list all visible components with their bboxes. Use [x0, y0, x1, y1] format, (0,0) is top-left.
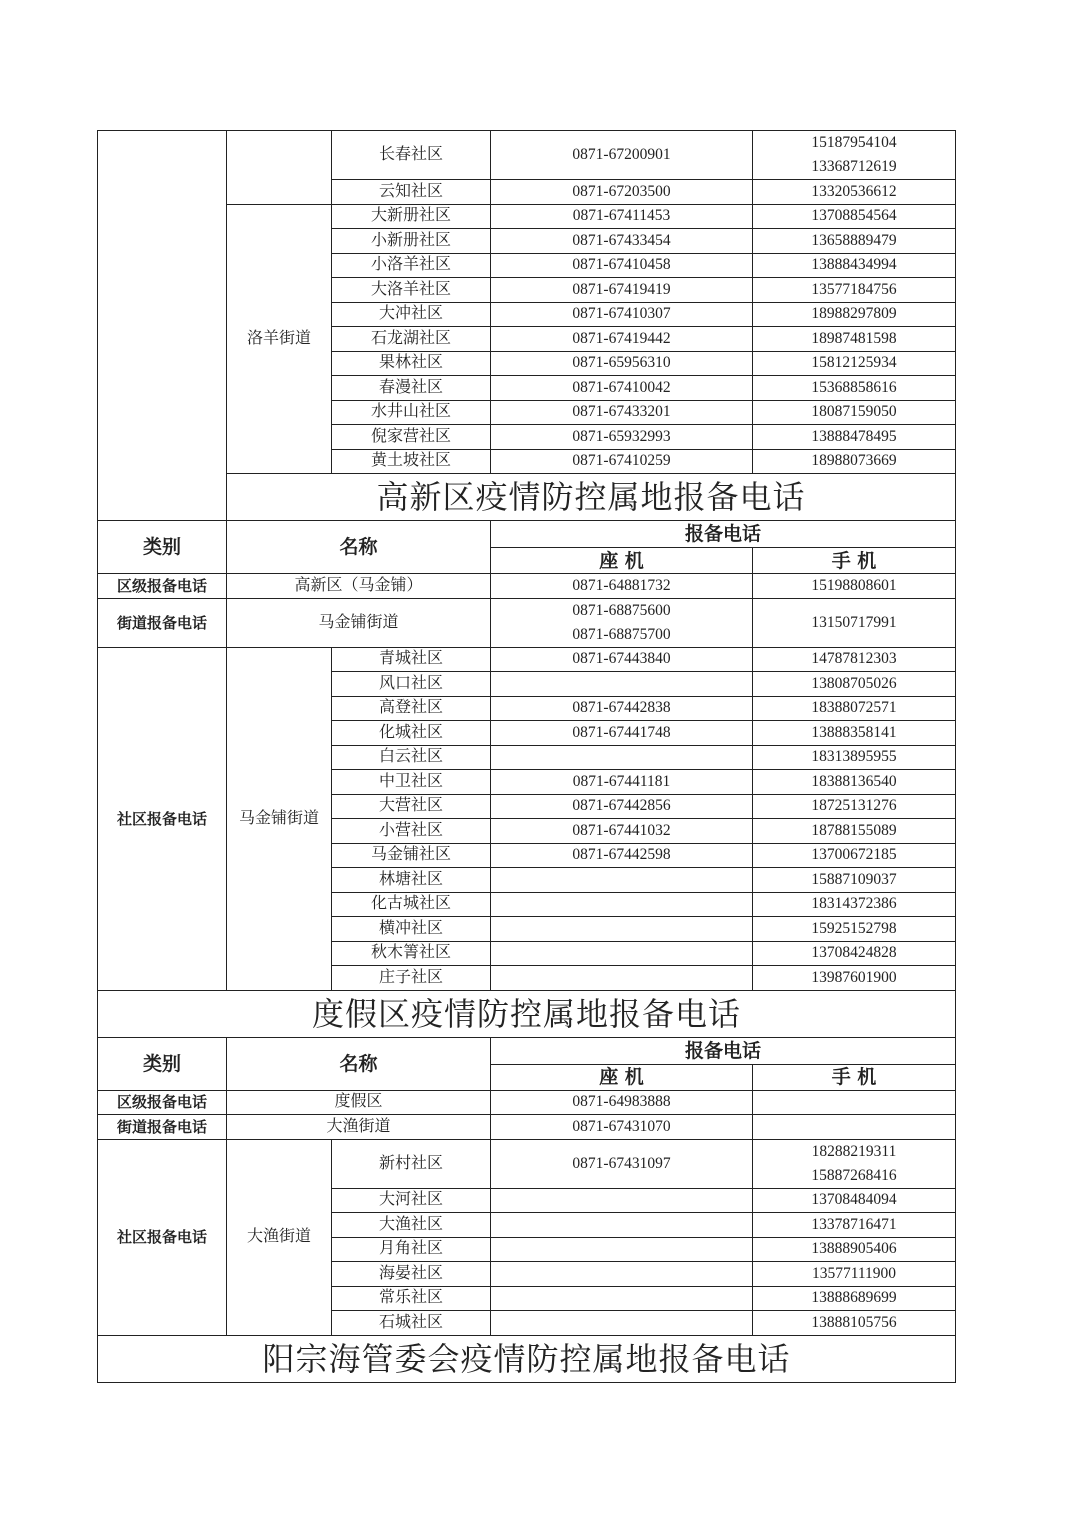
mobile-number: 18388072571 [753, 696, 956, 721]
landline-number: 0871-67431097 [491, 1139, 753, 1188]
community-name: 大冲社区 [332, 302, 491, 327]
district-category: 区级报备电话 [98, 1090, 227, 1115]
mobile-number: 13320536612 [753, 180, 956, 205]
section-title: 度假区疫情防控属地报备电话 [98, 990, 956, 1037]
mobile-number: 13888689699 [753, 1286, 956, 1311]
landline-number: 0871-67410458 [491, 253, 753, 278]
street-name: 大渔街道 [227, 1115, 491, 1140]
category-cell-empty [98, 131, 227, 521]
community-name: 大渔社区 [332, 1213, 491, 1238]
landline-number: 0871-67441181 [491, 770, 753, 795]
landline-number: 0871-67443840 [491, 647, 753, 672]
landline-number [491, 672, 753, 697]
landline-number: 0871-65956310 [491, 351, 753, 376]
landline-number [491, 1262, 753, 1287]
mobile-number: 18313895955 [753, 745, 956, 770]
header-phone: 报备电话 [491, 1037, 956, 1064]
landline-number: 0871-67419442 [491, 327, 753, 352]
community-name: 白云社区 [332, 745, 491, 770]
community-name: 果林社区 [332, 351, 491, 376]
mobile-number: 13708484094 [753, 1188, 956, 1213]
street-name: 洛羊街道 [227, 204, 332, 474]
mobile-number: 18087159050 [753, 400, 956, 425]
landline-number: 0871-67431070 [491, 1115, 753, 1140]
mobile-number: 18288219311 15887268416 [753, 1139, 956, 1188]
mobile-number: 15812125934 [753, 351, 956, 376]
mobile-number: 18788155089 [753, 819, 956, 844]
contact-table [97, 130, 956, 1383]
header-mobile: 手 机 [753, 1064, 956, 1090]
landline-number [491, 1311, 753, 1336]
community-name: 林塘社区 [332, 868, 491, 893]
header-landline: 座 机 [491, 548, 753, 574]
landline-number: 0871-67410307 [491, 302, 753, 327]
street-cell-empty [227, 131, 332, 205]
header-category: 类别 [98, 521, 227, 574]
community-name: 小新册社区 [332, 229, 491, 254]
section-title: 高新区疫情防控属地报备电话 [227, 474, 956, 521]
community-name: 高登社区 [332, 696, 491, 721]
street-name: 大渔街道 [227, 1139, 332, 1335]
landline-number: 0871-67442838 [491, 696, 753, 721]
mobile-number: 13708854564 [753, 204, 956, 229]
landline-number [491, 1188, 753, 1213]
header-mobile: 手 机 [753, 548, 956, 574]
community-name: 新村社区 [332, 1139, 491, 1188]
header-phone: 报备电话 [491, 521, 956, 548]
community-name: 大洛羊社区 [332, 278, 491, 303]
mobile-number: 13888905406 [753, 1237, 956, 1262]
mobile-number: 18725131276 [753, 794, 956, 819]
community-name: 海晏社区 [332, 1262, 491, 1287]
community-name: 春漫社区 [332, 376, 491, 401]
landline-number [491, 745, 753, 770]
community-name: 石龙湖社区 [332, 327, 491, 352]
mobile-number: 13378716471 [753, 1213, 956, 1238]
mobile-number: 18987481598 [753, 327, 956, 352]
mobile-number: 15887109037 [753, 868, 956, 893]
community-category: 社区报备电话 [98, 1139, 227, 1335]
mobile-number: 15198808601 [753, 574, 956, 599]
landline-number: 0871-67419419 [491, 278, 753, 303]
landline-number: 0871-67433201 [491, 400, 753, 425]
community-category: 社区报备电话 [98, 647, 227, 990]
mobile-number: 15368858616 [753, 376, 956, 401]
street-category: 街道报备电话 [98, 1115, 227, 1140]
landline-number: 0871-67442856 [491, 794, 753, 819]
landline-number: 0871-67442598 [491, 843, 753, 868]
landline-number [491, 1237, 753, 1262]
landline-number: 0871-67411453 [491, 204, 753, 229]
mobile-number: 18314372386 [753, 892, 956, 917]
landline-number: 0871-64983888 [491, 1090, 753, 1115]
landline-number: 0871-67200901 [491, 131, 753, 180]
landline-number: 0871-67410259 [491, 449, 753, 474]
community-name: 风口社区 [332, 672, 491, 697]
landline-number: 0871-68875600 0871-68875700 [491, 598, 753, 647]
community-name: 石城社区 [332, 1311, 491, 1336]
header-category: 类别 [98, 1037, 227, 1090]
street-name: 马金铺街道 [227, 647, 332, 990]
community-name: 小营社区 [332, 819, 491, 844]
community-name: 马金铺社区 [332, 843, 491, 868]
district-category: 区级报备电话 [98, 574, 227, 599]
header-name: 名称 [227, 1037, 491, 1090]
mobile-number: 15925152798 [753, 917, 956, 942]
mobile-number: 14787812303 [753, 647, 956, 672]
mobile-number: 13987601900 [753, 966, 956, 991]
landline-number [491, 941, 753, 966]
landline-number: 0871-67433454 [491, 229, 753, 254]
landline-number: 0871-64881732 [491, 574, 753, 599]
header-name: 名称 [227, 521, 491, 574]
landline-number: 0871-67410042 [491, 376, 753, 401]
landline-number [491, 917, 753, 942]
district-name: 度假区 [227, 1090, 491, 1115]
mobile-number: 13700672185 [753, 843, 956, 868]
landline-number: 0871-67441748 [491, 721, 753, 746]
document-page [97, 130, 956, 1383]
mobile-number: 18388136540 [753, 770, 956, 795]
mobile-number: 13577111900 [753, 1262, 956, 1287]
landline-number [491, 966, 753, 991]
community-name: 云知社区 [332, 180, 491, 205]
mobile-number: 18988073669 [753, 449, 956, 474]
mobile-number: 13808705026 [753, 672, 956, 697]
mobile-number: 13888434994 [753, 253, 956, 278]
district-name: 高新区（马金铺） [227, 574, 491, 599]
mobile-number: 13577184756 [753, 278, 956, 303]
community-name: 大新册社区 [332, 204, 491, 229]
landline-number: 0871-65932993 [491, 425, 753, 450]
community-name: 秋木箐社区 [332, 941, 491, 966]
community-name: 水井山社区 [332, 400, 491, 425]
section-title: 阳宗海管委会疫情防控属地报备电话 [98, 1335, 956, 1382]
community-name: 青城社区 [332, 647, 491, 672]
mobile-number: 18988297809 [753, 302, 956, 327]
mobile-number: 15187954104 13368712619 [753, 131, 956, 180]
street-name: 马金铺街道 [227, 598, 491, 647]
community-name: 化古城社区 [332, 892, 491, 917]
mobile-number: 13708424828 [753, 941, 956, 966]
community-name: 倪家营社区 [332, 425, 491, 450]
landline-number: 0871-67441032 [491, 819, 753, 844]
landline-number: 0871-67203500 [491, 180, 753, 205]
street-category: 街道报备电话 [98, 598, 227, 647]
mobile-number: 13888358141 [753, 721, 956, 746]
mobile-number: 13888478495 [753, 425, 956, 450]
landline-number [491, 868, 753, 893]
community-name: 常乐社区 [332, 1286, 491, 1311]
community-name: 中卫社区 [332, 770, 491, 795]
community-name: 化城社区 [332, 721, 491, 746]
community-name: 长春社区 [332, 131, 491, 180]
community-name: 大营社区 [332, 794, 491, 819]
mobile-number: 13888105756 [753, 1311, 956, 1336]
community-name: 庄子社区 [332, 966, 491, 991]
landline-number [491, 1213, 753, 1238]
community-name: 大河社区 [332, 1188, 491, 1213]
mobile-number [753, 1115, 956, 1140]
mobile-number: 13150717991 [753, 598, 956, 647]
community-name: 小洛羊社区 [332, 253, 491, 278]
header-landline: 座 机 [491, 1064, 753, 1090]
community-name: 月角社区 [332, 1237, 491, 1262]
community-name: 横冲社区 [332, 917, 491, 942]
landline-number [491, 892, 753, 917]
mobile-number: 13658889479 [753, 229, 956, 254]
landline-number [491, 1286, 753, 1311]
community-name: 黄土坡社区 [332, 449, 491, 474]
mobile-number [753, 1090, 956, 1115]
